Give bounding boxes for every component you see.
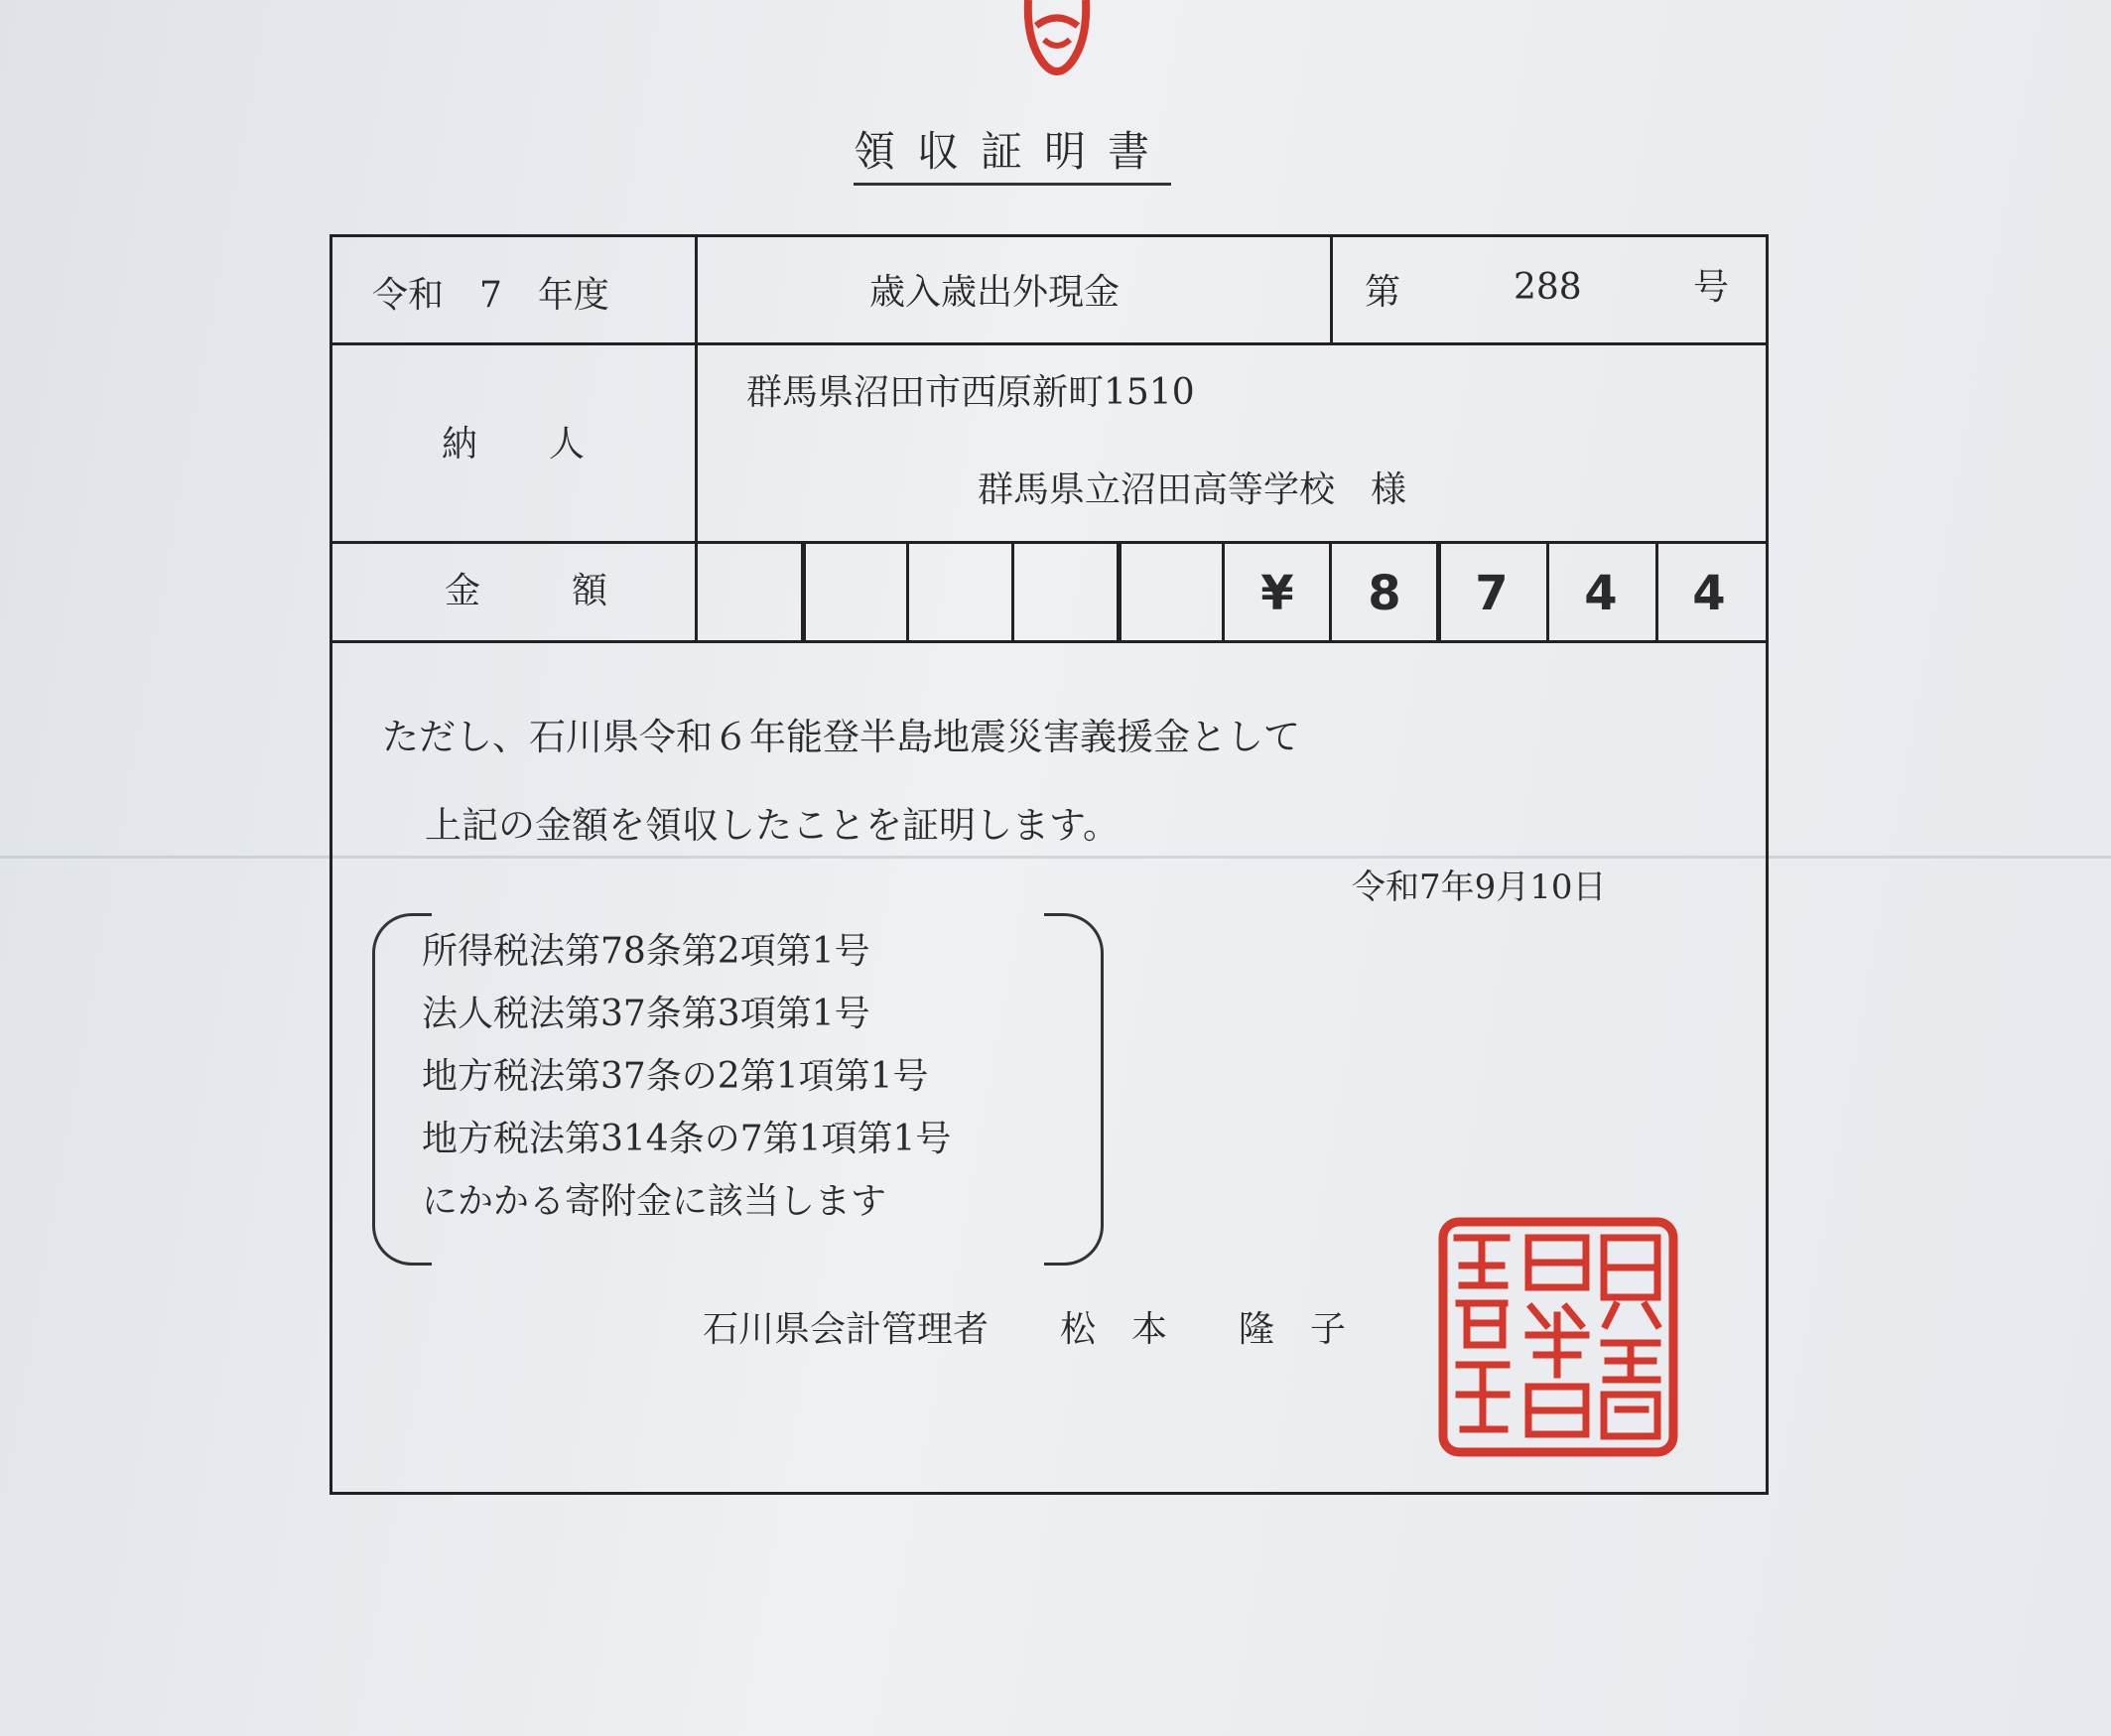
digit-divider (1117, 541, 1121, 640)
amount-digit: 4 (1584, 566, 1618, 621)
purpose-line: ただし、石川県令和６年能登半島地震災害義援金として (382, 716, 1300, 758)
tax-clause: 法人税法第37条第3項第1号 (422, 994, 870, 1034)
document-title: 領収証明書 (854, 119, 1171, 186)
certification-line: 上記の金額を領収したことを証明します。 (425, 804, 1121, 847)
tax-clause: 所得税法第78条第2項第1号 (422, 931, 870, 972)
amount-digit: 7 (1475, 566, 1509, 621)
official-seal-stamp (1437, 1216, 1679, 1458)
number-prefix: 第 (1365, 272, 1401, 313)
amount-digit: 8 (1368, 566, 1401, 621)
row-divider (330, 640, 1769, 643)
bracket-right (1044, 913, 1104, 1266)
digit-divider (801, 541, 806, 640)
amount-label: 金 額 (445, 571, 636, 611)
account-type: 歳入歳出外現金 (869, 272, 1121, 313)
column-divider (1330, 234, 1333, 343)
payer-name: 群馬県立沼田高等学校 様 (978, 469, 1407, 510)
fiscal-year-label: 令和 7 年度 (372, 275, 609, 316)
row-divider (330, 342, 1769, 345)
digit-divider (1329, 541, 1332, 640)
tax-clause: 地方税法第37条の2第1項第1号 (422, 1056, 929, 1097)
digit-divider (1222, 541, 1225, 640)
digit-divider (1655, 541, 1658, 640)
column-divider (695, 234, 698, 641)
yen-sign: ¥ (1260, 566, 1294, 621)
digit-divider (906, 541, 909, 640)
number-suffix: 号 (1693, 267, 1730, 308)
digit-divider (1546, 541, 1549, 640)
amount-digit: 4 (1692, 566, 1726, 621)
top-seal-fragment (1022, 0, 1092, 77)
digit-divider (1436, 541, 1441, 640)
tax-clause: 地方税法第314条の7第1項第1号 (422, 1119, 952, 1159)
issue-date: 令和7年9月10日 (1352, 868, 1607, 907)
payer-label: 納 人 (442, 424, 586, 465)
row-divider (330, 541, 1769, 544)
payer-address: 群馬県沼田市西原新町1510 (746, 372, 1195, 413)
number-value: 288 (1514, 267, 1582, 308)
digit-divider (1011, 541, 1014, 640)
signer: 石川県会計管理者 松 本 隆 子 (703, 1309, 1347, 1350)
tax-clause: にかかる寄附金に該当します (422, 1181, 887, 1222)
